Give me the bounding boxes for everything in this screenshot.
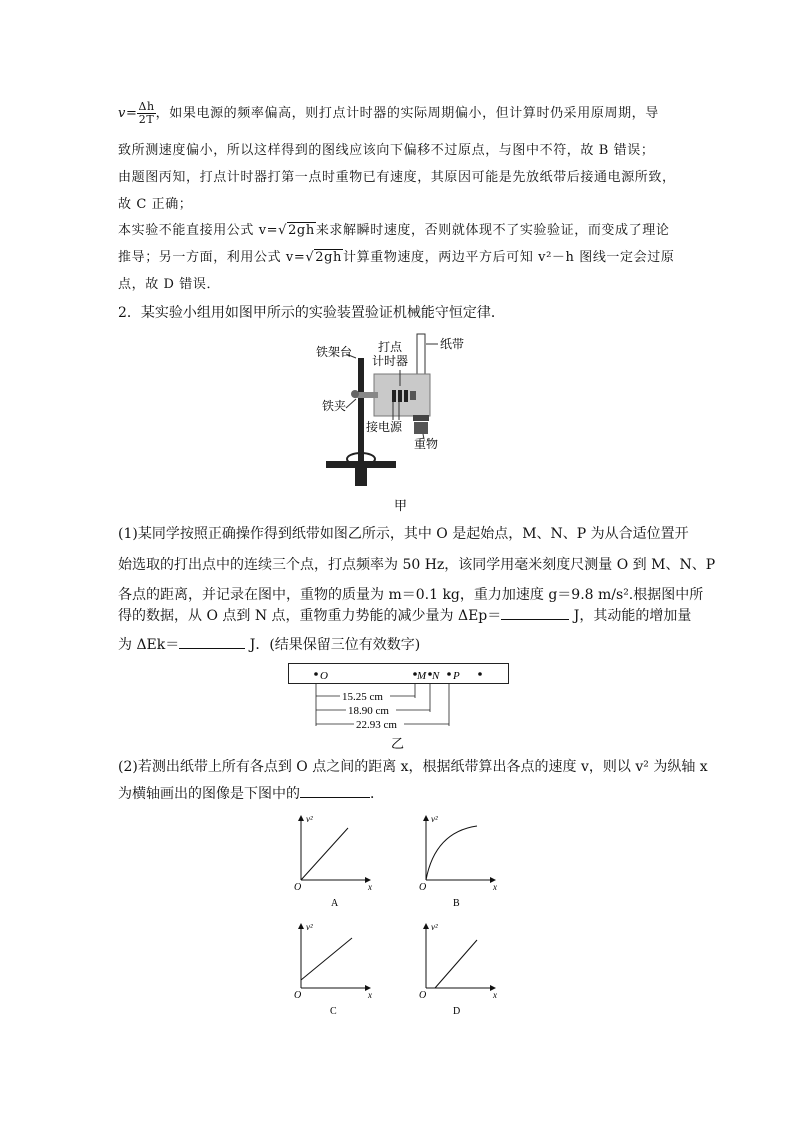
solution-line-1 [118,96,659,132]
y-axis-label: v² [431,814,438,824]
solution-line-3: 由题图丙知，打点计时器打第一点时重物已有速度，其原因可能是先放纸带后接通电源所致， [118,170,676,185]
dot-P [447,672,451,676]
label-weight: 重物 [414,437,439,451]
point-M: M [417,670,427,682]
timer-coil [398,390,402,402]
graph-line [301,828,348,880]
graph-curve [426,826,477,880]
solution-line-4: 故 C 正确； [118,197,193,212]
dot-extra [478,672,482,676]
solution-line-1-text: ，如果电源的频率偏高，则打点计时器的实际周期偏小，但计算时仍采用原周期，导 [155,106,659,121]
question-title: 2．某实验小组用如图甲所示的实验装置验证机械能守恒定律． [118,305,505,321]
origin-label: O [419,990,427,1001]
clamp-leader [346,399,356,408]
y-axis-label: v² [306,814,313,824]
sqrt-symbol: √ [305,250,315,265]
origin-label: O [294,990,302,1001]
figure-caption-yi: 乙 [391,736,405,751]
part1-line-3: 各点的距离，并记录在图中，重物的质量为 m＝0.1 kg，重力加速度 g＝9.8 m/s².根据图中所 [118,587,704,603]
sqrt-symbol: √ [278,223,288,238]
solution-eq-lhs: v= [118,106,138,121]
option-label-B: B [453,898,460,909]
clamp-knob [351,390,359,398]
part1-line-2: 始选取的打出点中的连续三个点，打点频率为 50 Hz，该同学用毫米刻度尺测量 O 到 M、N、P [118,557,716,573]
answer-blank-ek[interactable] [179,636,245,649]
answer-blank-ep[interactable] [501,607,569,620]
y-axis-label: v² [306,922,313,932]
timer-coil [404,390,408,402]
option-label-A: A [331,898,339,909]
point-P: P [453,670,460,682]
solution-line-6: 推导；另一方面，利用公式 v=√2gh计算重物速度，两边平方后可知 v²－h 图线一定会过原 [118,250,675,265]
dist-ON: 18.90 cm [348,705,389,717]
x-axis-label: x [493,882,497,892]
solution-line-2: 致所测速度偏小，所以这样得到的图线应该向下偏移不过原点，与图中不符，故 B 错误； [118,143,655,158]
stand-base [326,461,396,468]
graph-B[interactable] [419,814,497,909]
graph-line [301,938,352,980]
part1-line-4: 得的数据，从 O 点到 N 点，重物重力势能的减少量为 ΔEp＝ J，其动能的增加量 [118,608,692,624]
label-timer-1: 打点 [378,340,403,354]
origin-label: O [294,882,302,893]
dist-OP: 22.93 cm [356,719,397,731]
timer-coil [392,390,396,402]
part2-line-2: 为横轴画出的图像是下图中的 ． [118,786,384,802]
y-axis-label: v² [431,922,438,932]
sqrt-content: 2gh [288,223,315,238]
origin-label: O [419,882,427,893]
solution-line-5: 本实验不能直接用公式 v=√2gh来求解瞬时速度，否则就体现不了实验验证，而变成了理论 [118,223,670,238]
weight [414,422,428,434]
label-stand: 铁架台 [316,345,353,359]
figure-caption-jia: 甲 [394,498,408,513]
sqrt-content: 2gh [315,250,343,265]
graph-A[interactable] [294,814,372,909]
label-timer-2: 计时器 [372,354,409,368]
weight-top [413,415,429,421]
point-O: O [320,670,328,682]
x-axis-label: x [368,882,372,892]
fraction: $\frac{\Delta h}{2T}$ [138,100,155,126]
dot-O [314,672,318,676]
x-axis-label: x [493,990,497,1000]
point-N: N [432,670,440,682]
dist-OM: 15.25 cm [342,691,383,703]
option-label-C: C [330,1006,337,1016]
label-clamp: 铁夹 [322,399,347,413]
stand-foot [355,468,367,486]
tape-figure [288,660,513,752]
graph-D[interactable] [419,922,497,1016]
graph-C[interactable] [294,922,372,1016]
part1-line-1: (1)某同学按照正确操作得到纸带如图乙所示，其中 O 是起始点，M、N、P 为从合适位置开 [118,526,689,542]
label-tape: 纸带 [440,337,465,351]
x-axis-label: x [368,990,372,1000]
graph-line [435,940,477,988]
part1-line-5: 为 ΔEk＝ J．(结果保留三位有效数字) [118,637,421,653]
solution-line-7: 点，故 D 错误． [118,277,221,292]
part2-line-1: (2)若测出纸带上所有各点到 O 点之间的距离 x，根据纸带算出各点的速度 v，则以 v² 为纵轴 x [118,759,708,775]
graph-options [288,810,508,1016]
option-label-D: D [453,1006,461,1016]
timer-head [410,391,416,400]
answer-blank-graph[interactable] [300,785,370,798]
label-power: 接电源 [366,420,403,434]
apparatus-figure [300,328,500,518]
